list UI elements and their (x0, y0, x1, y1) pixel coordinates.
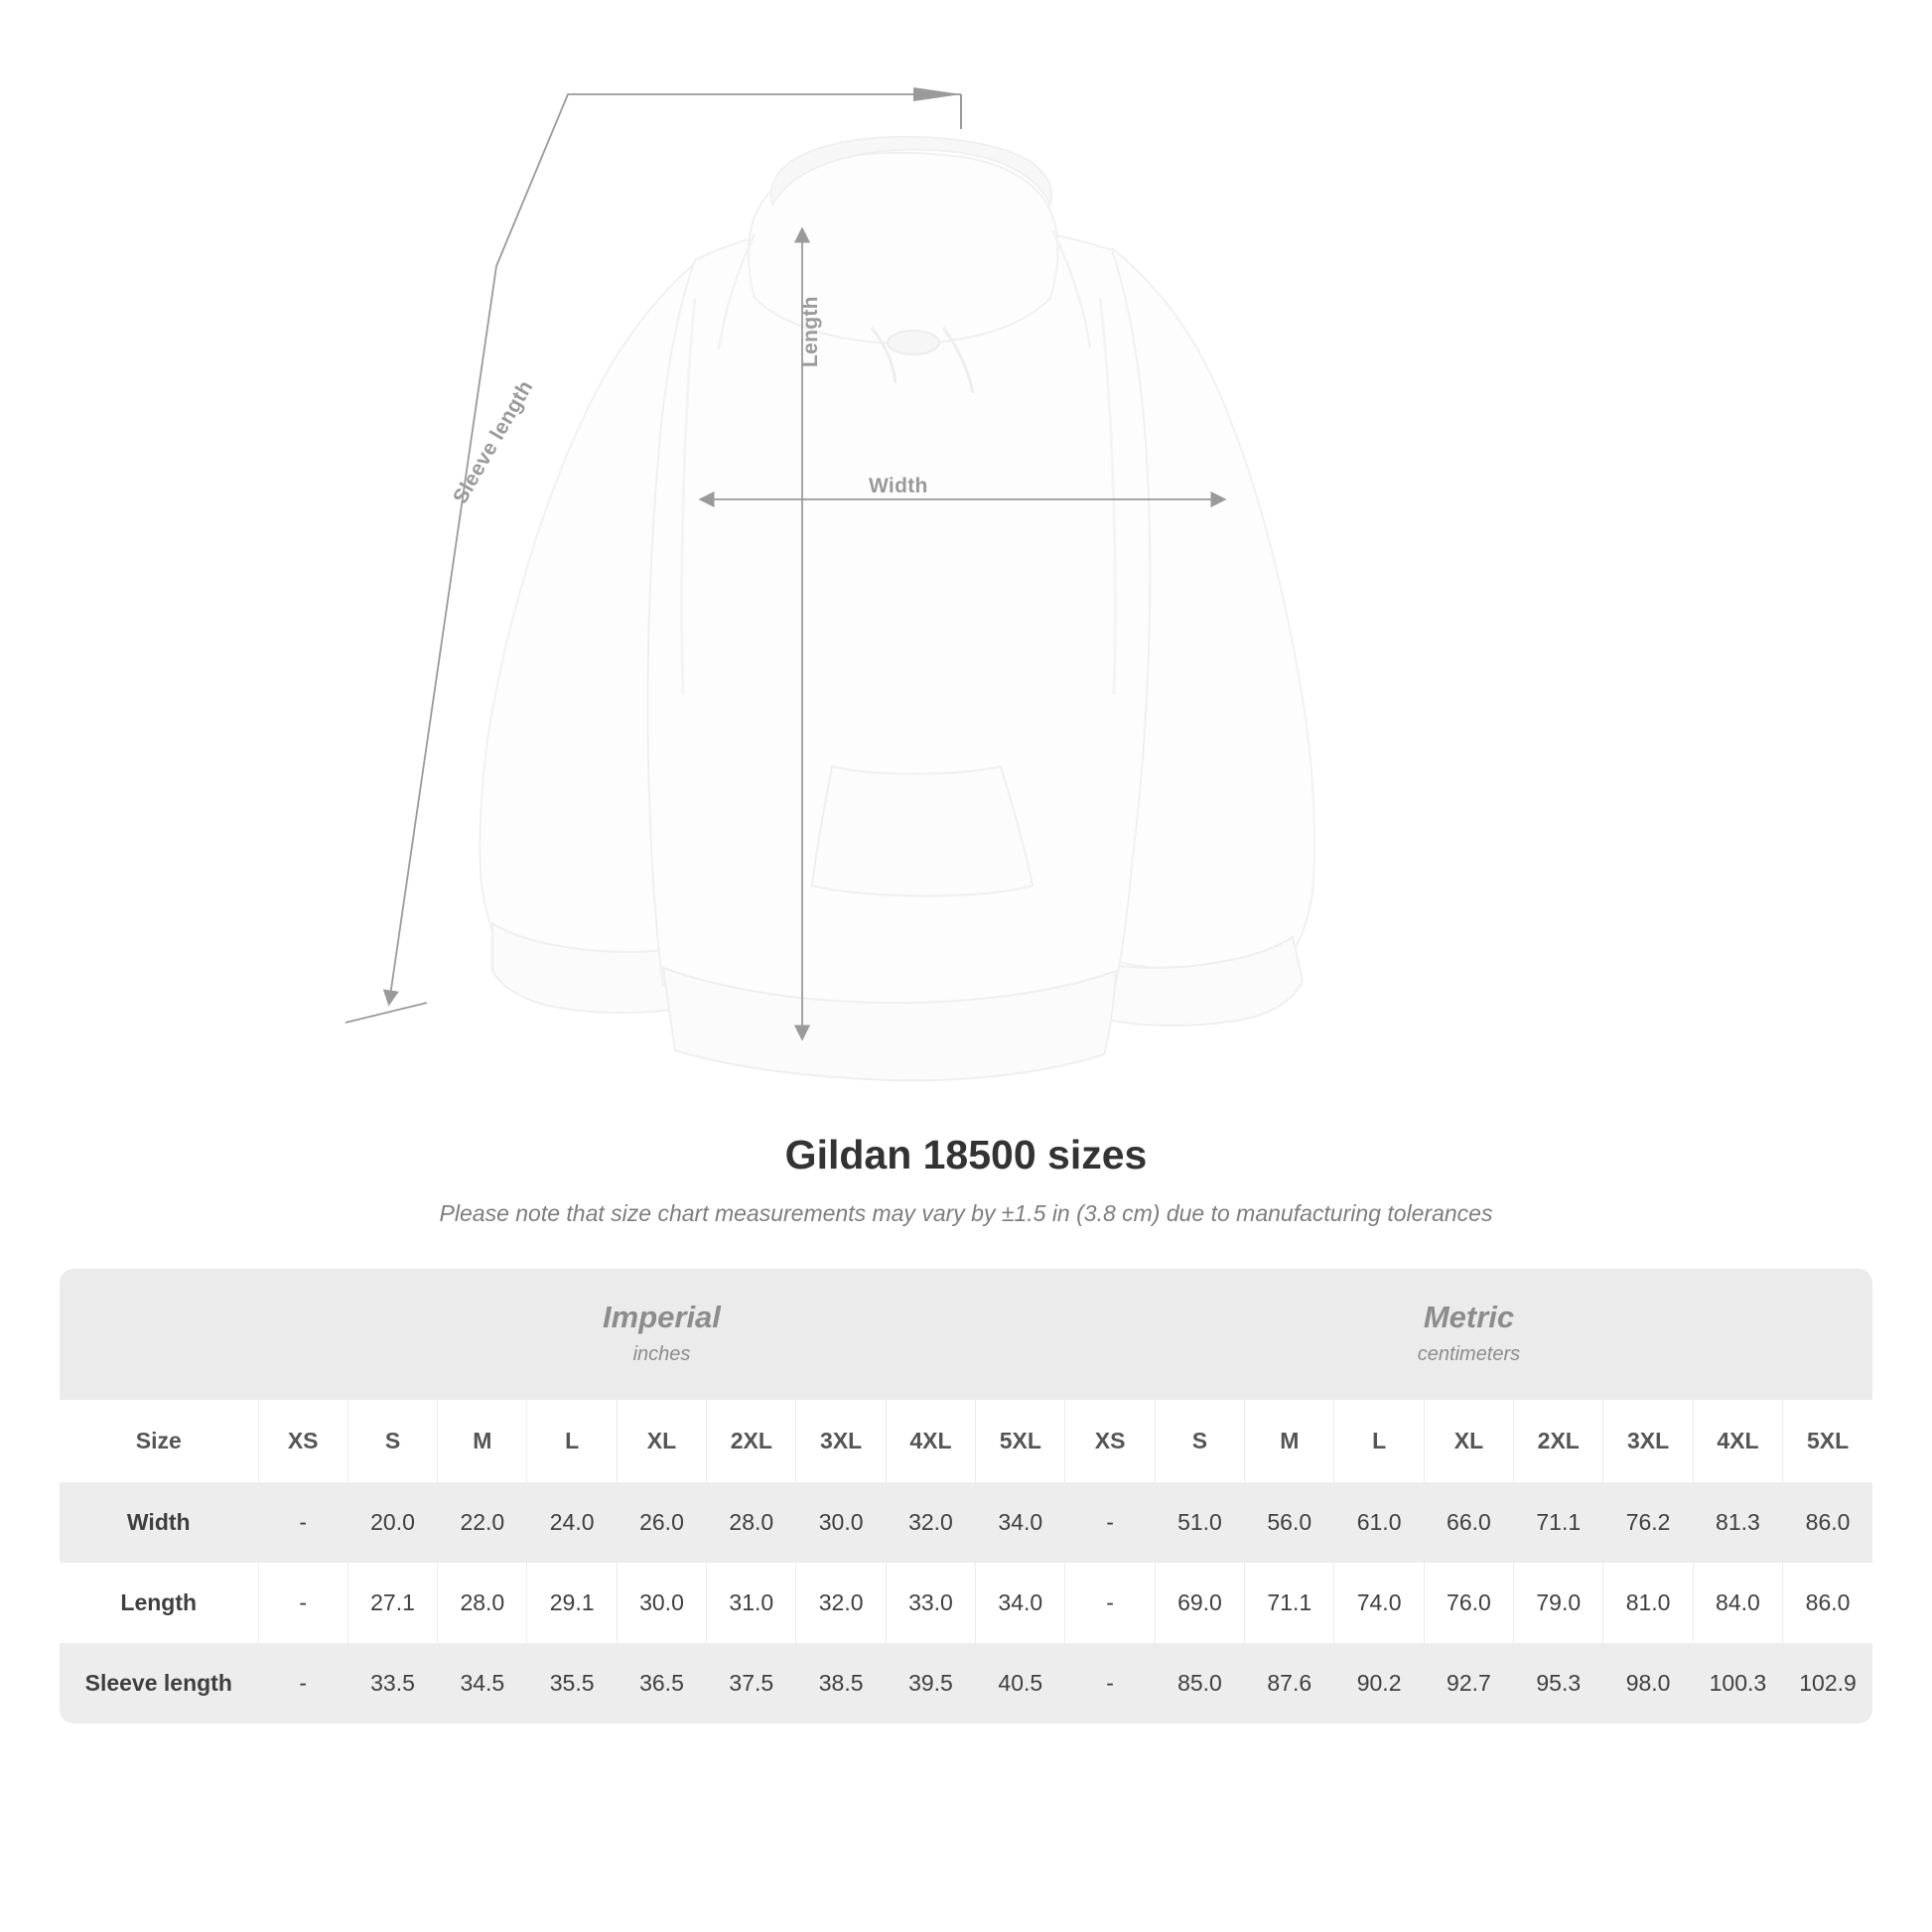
table-row (60, 1482, 1872, 1563)
length-imperial-xs: - (258, 1563, 347, 1643)
size-header-metric-m: M (1245, 1400, 1334, 1482)
size-header-metric-s: S (1155, 1400, 1244, 1482)
size-header-imperial-2xl: 2XL (707, 1400, 796, 1482)
size-header-metric-2xl: 2XL (1514, 1400, 1603, 1482)
sleeve-imperial-2xl: 37.5 (707, 1643, 796, 1724)
sleeve-imperial-4xl: 39.5 (886, 1643, 975, 1724)
sleeve-metric-3xl: 98.0 (1603, 1643, 1693, 1724)
title-block (0, 1132, 1932, 1227)
width-imperial-m: 22.0 (438, 1482, 527, 1563)
imperial-unit: inches (632, 1342, 691, 1365)
size-header-imperial-3xl: 3XL (796, 1400, 886, 1482)
length-imperial-5xl: 34.0 (976, 1563, 1065, 1643)
width-metric-3xl: 76.2 (1603, 1482, 1693, 1563)
length-metric-xs: - (1065, 1563, 1155, 1643)
size-header-metric-l: L (1334, 1400, 1424, 1482)
unit-header-row (60, 1269, 1872, 1400)
size-header-metric-xl: XL (1424, 1400, 1513, 1482)
width-metric-l: 61.0 (1334, 1482, 1424, 1563)
width-imperial-2xl: 28.0 (707, 1482, 796, 1563)
length-metric-s: 69.0 (1155, 1563, 1244, 1643)
sleeve-imperial-3xl: 38.5 (796, 1643, 886, 1724)
length-metric-m: 71.1 (1245, 1563, 1334, 1643)
table-row (60, 1643, 1872, 1724)
length-metric-2xl: 79.0 (1514, 1563, 1603, 1643)
length-metric-5xl: 86.0 (1783, 1563, 1872, 1643)
unit-header-spacer (60, 1269, 258, 1400)
tolerance-note: Please note that size chart measurements may vary by ±1.5 in (3.8 cm) due to manufacturing tolerances (439, 1200, 1493, 1226)
sleeve-length-dimension-label: Sleeve length (449, 376, 538, 508)
width-imperial-5xl: 34.0 (976, 1482, 1065, 1563)
width-metric-s: 51.0 (1155, 1482, 1244, 1563)
metric-title: Metric (1423, 1300, 1515, 1334)
sleeve-imperial-xs: - (258, 1643, 347, 1724)
length-imperial-s: 27.1 (347, 1563, 437, 1643)
width-metric-xs: - (1065, 1482, 1155, 1563)
length-imperial-m: 28.0 (438, 1563, 527, 1643)
length-metric-xl: 76.0 (1424, 1563, 1513, 1643)
page-title: Gildan 18500 sizes (784, 1132, 1148, 1177)
width-imperial-l: 24.0 (527, 1482, 617, 1563)
width-metric-xl: 66.0 (1424, 1482, 1513, 1563)
length-metric-3xl: 81.0 (1603, 1563, 1693, 1643)
width-imperial-xs: - (258, 1482, 347, 1563)
imperial-group-header (258, 1269, 1065, 1400)
imperial-title: Imperial (603, 1300, 721, 1334)
row-label-sleeve-length: Sleeve length (60, 1643, 258, 1724)
length-imperial-4xl: 33.0 (886, 1563, 975, 1643)
sleeve-metric-l: 90.2 (1334, 1643, 1424, 1724)
length-imperial-2xl: 31.0 (707, 1563, 796, 1643)
size-header-imperial-xs: XS (258, 1400, 347, 1482)
sleeve-metric-4xl: 100.3 (1693, 1643, 1782, 1724)
size-header-row (60, 1400, 1872, 1482)
sleeve-imperial-xl: 36.5 (617, 1643, 706, 1724)
width-imperial-4xl: 32.0 (886, 1482, 975, 1563)
size-header-metric-4xl: 4XL (1693, 1400, 1782, 1482)
sleeve-metric-xs: - (1065, 1643, 1155, 1724)
sleeve-metric-s: 85.0 (1155, 1643, 1244, 1724)
size-header-metric-3xl: 3XL (1603, 1400, 1693, 1482)
sleeve-metric-2xl: 95.3 (1514, 1643, 1603, 1724)
size-header-imperial-xl: XL (617, 1400, 706, 1482)
width-dimension-label: Width (869, 475, 928, 497)
size-header-imperial-4xl: 4XL (886, 1400, 975, 1482)
metric-group-header (1065, 1269, 1872, 1400)
size-header-imperial-l: L (527, 1400, 617, 1482)
width-imperial-xl: 26.0 (617, 1482, 706, 1563)
sleeve-metric-m: 87.6 (1245, 1643, 1334, 1724)
sleeve-metric-5xl: 102.9 (1783, 1643, 1872, 1724)
size-header-metric-xs: XS (1065, 1400, 1155, 1482)
length-imperial-l: 29.1 (527, 1563, 617, 1643)
sleeve-metric-xl: 92.7 (1424, 1643, 1513, 1724)
width-imperial-s: 20.0 (347, 1482, 437, 1563)
row-label-length: Length (60, 1563, 258, 1643)
width-metric-2xl: 71.1 (1514, 1482, 1603, 1563)
width-metric-m: 56.0 (1245, 1482, 1334, 1563)
size-header-imperial-m: M (438, 1400, 527, 1482)
length-dimension-label: Length (799, 296, 822, 367)
sleeve-imperial-m: 34.5 (438, 1643, 527, 1724)
sleeve-imperial-s: 33.5 (347, 1643, 437, 1724)
length-imperial-3xl: 32.0 (796, 1563, 886, 1643)
size-table (60, 1269, 1872, 1724)
length-metric-l: 74.0 (1334, 1563, 1424, 1643)
size-header-imperial-5xl: 5XL (976, 1400, 1065, 1482)
width-metric-4xl: 81.3 (1693, 1482, 1782, 1563)
size-header-label: Size (60, 1400, 258, 1482)
length-imperial-xl: 30.0 (617, 1563, 706, 1643)
metric-unit: centimeters (1417, 1342, 1521, 1365)
size-header-metric-5xl: 5XL (1783, 1400, 1872, 1482)
width-metric-5xl: 86.0 (1783, 1482, 1872, 1563)
table-row (60, 1563, 1872, 1643)
width-imperial-3xl: 30.0 (796, 1482, 886, 1563)
size-header-imperial-s: S (347, 1400, 437, 1482)
row-label-width: Width (60, 1482, 258, 1563)
hoodie-shape (480, 137, 1314, 1081)
length-metric-4xl: 84.0 (1693, 1563, 1782, 1643)
sleeve-imperial-l: 35.5 (527, 1643, 617, 1724)
sleeve-imperial-5xl: 40.5 (976, 1643, 1065, 1724)
size-table-wrapper (60, 1269, 1872, 1724)
